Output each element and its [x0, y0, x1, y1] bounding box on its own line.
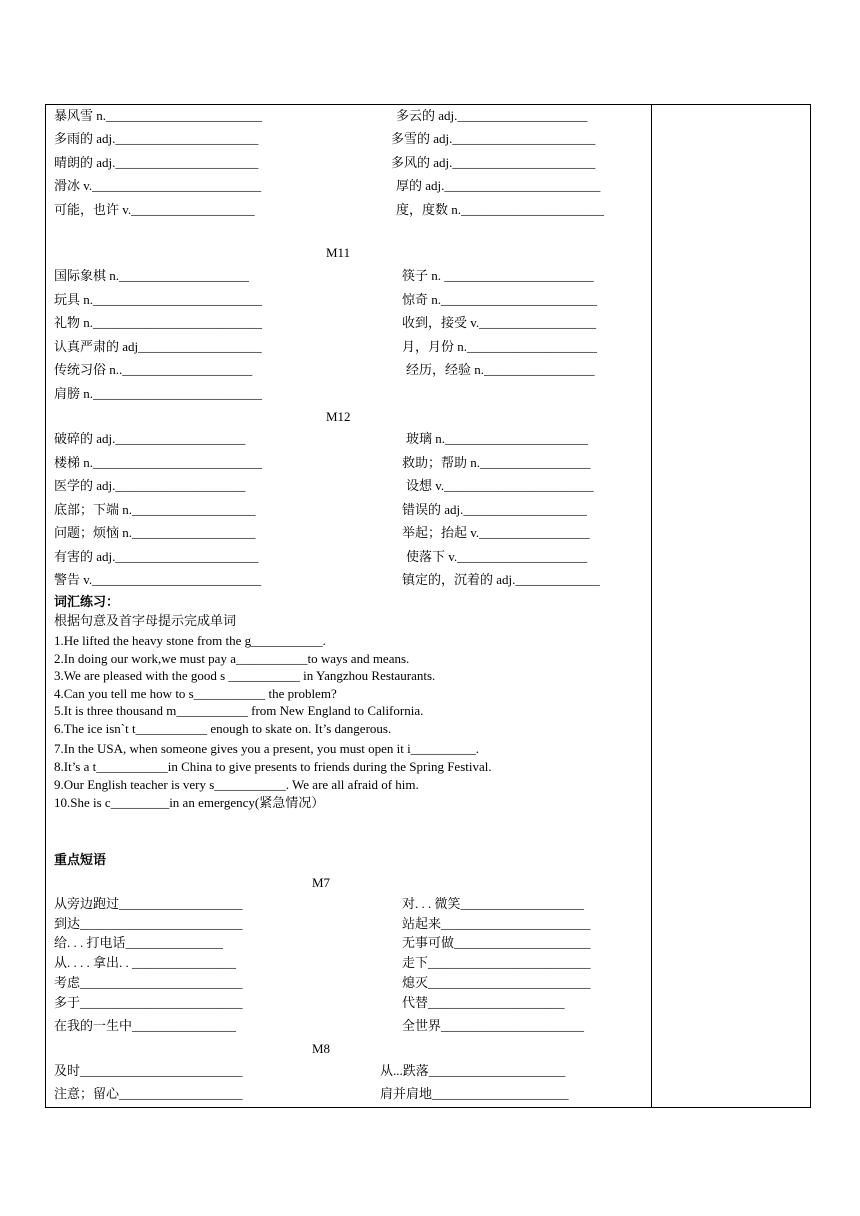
exercise-item: 3.We are pleased with the good s ___________ in Yangzhou Restaurants. — [54, 668, 436, 683]
vocab-item: 医学的 adj.____________________ — [54, 478, 246, 493]
phrase-item: 给. . . 打电话_______________ — [54, 935, 224, 950]
phrase-item: 代替_____________________ — [402, 995, 565, 1010]
phrase-item: 无事可做_____________________ — [402, 935, 591, 950]
exercise-item: 8.It’s a t___________in China to give presents to friends during the Spring Festival. — [54, 759, 492, 774]
vocab-item: 楼梯 n.__________________________ — [54, 455, 263, 470]
phrase-item: 全世界______________________ — [402, 1018, 585, 1033]
phrase-item: 及时_________________________ — [54, 1063, 243, 1078]
vocab-item: 传统习俗 n..____________________ — [54, 362, 253, 377]
phrase-item: 注意；留心___________________ — [54, 1086, 243, 1101]
exercise-item: 1.He lifted the heavy stone from the g___________. — [54, 633, 326, 648]
phrase-item: 在我的一生中________________ — [54, 1018, 237, 1033]
phrase-item: 走下_________________________ — [402, 955, 591, 970]
vocab-item: 礼物 n.__________________________ — [54, 315, 263, 330]
vocab-item: 滑冰 v.__________________________ — [54, 178, 262, 193]
vocab-item: 玩具 n.__________________________ — [54, 292, 263, 307]
phrase-item: 从...跌落_____________________ — [380, 1063, 566, 1078]
phrase-item: 从旁边跑过___________________ — [54, 896, 243, 911]
phrase-item: 站起来_______________________ — [402, 916, 591, 931]
vocab-item: 多雪的 adj.______________________ — [391, 131, 596, 146]
vocab-item: 问题；烦恼 n.___________________ — [54, 525, 256, 540]
vocab-item: 举起；抬起 v._________________ — [402, 525, 590, 540]
vocab-item: 认真严肃的 adj___________________ — [54, 339, 262, 354]
phrases-title: 重点短语 — [54, 852, 107, 867]
exercise-title: 词汇练习： — [54, 594, 120, 609]
vocab-item: 底部；下端 n.___________________ — [54, 502, 256, 517]
vocab-item: 设想 v._______________________ — [406, 478, 594, 493]
vocab-item: 警告 v.__________________________ — [54, 572, 262, 587]
vocab-item: 多风的 adj.______________________ — [391, 155, 596, 170]
exercise-item: 2.In doing our work,we must pay a___________to ways and means. — [54, 651, 410, 666]
vocab-item: 破碎的 adj.____________________ — [54, 431, 246, 446]
vocab-item: 度，度数 n.______________________ — [396, 202, 605, 217]
phrase-item: 到达_________________________ — [54, 916, 243, 931]
vocab-item: 月，月份 n.____________________ — [402, 339, 598, 354]
exercise-item: 9.Our English teacher is very s___________. We are all afraid of him. — [54, 777, 419, 792]
phrase-item: 对. . . 微笑___________________ — [402, 896, 585, 911]
phrase-item: 多于_________________________ — [54, 995, 243, 1010]
vocab-item: 筷子 n. _______________________ — [402, 268, 594, 283]
vocab-item: 晴朗的 adj.______________________ — [54, 155, 259, 170]
exercise-item: 10.She is c_________in an emergency(紧急情况） — [54, 795, 325, 810]
section-heading-m11: M11 — [326, 245, 351, 260]
vocab-item: 有害的 adj.______________________ — [54, 549, 259, 564]
vocab-item: 收到，接受 v.__________________ — [402, 315, 597, 330]
phrase-item: 肩并肩地_____________________ — [380, 1086, 569, 1101]
column-divider — [651, 104, 652, 1108]
exercise-instruction: 根据句意及首字母提示完成单词 — [54, 613, 237, 628]
vocab-item: 多雨的 adj.______________________ — [54, 131, 259, 146]
section-heading-m8: M8 — [312, 1041, 331, 1056]
section-heading-m12: M12 — [326, 409, 351, 424]
phrase-item: 从. . . . 拿出. . ________________ — [54, 955, 237, 970]
vocab-item: 玻璃 n.______________________ — [406, 431, 589, 446]
vocab-item: 经历，经验 n._________________ — [406, 362, 595, 377]
vocab-item: 使落下 v.____________________ — [406, 549, 588, 564]
phrase-item: 熄灭_________________________ — [402, 975, 591, 990]
phrase-item: 考虑_________________________ — [54, 975, 243, 990]
vocab-item: 国际象棋 n.____________________ — [54, 268, 250, 283]
vocab-item: 厚的 adj.________________________ — [396, 178, 601, 193]
exercise-item: 5.It is three thousand m___________ from New England to California. — [54, 703, 424, 718]
section-heading-m7: M7 — [312, 875, 331, 890]
vocab-item: 惊奇 n.________________________ — [402, 292, 598, 307]
vocab-item: 镇定的，沉着的 adj._____________ — [402, 572, 600, 587]
exercise-item: 7.In the USA, when someone gives you a present, you must open it i__________. — [54, 741, 479, 756]
vocab-item: 可能，也许 v.___________________ — [54, 202, 255, 217]
vocab-item: 暴风雪 n.________________________ — [54, 108, 263, 123]
vocab-item: 肩膀 n.__________________________ — [54, 386, 263, 401]
vocab-item: 救助；帮助 n._________________ — [402, 455, 591, 470]
vocab-item: 错误的 adj.___________________ — [402, 502, 587, 517]
exercise-item: 4.Can you tell me how to s___________ the problem? — [54, 686, 337, 701]
vocab-item: 多云的 adj.____________________ — [396, 108, 588, 123]
exercise-item: 6.The ice isn`t t___________ enough to skate on. It’s dangerous. — [54, 721, 392, 736]
